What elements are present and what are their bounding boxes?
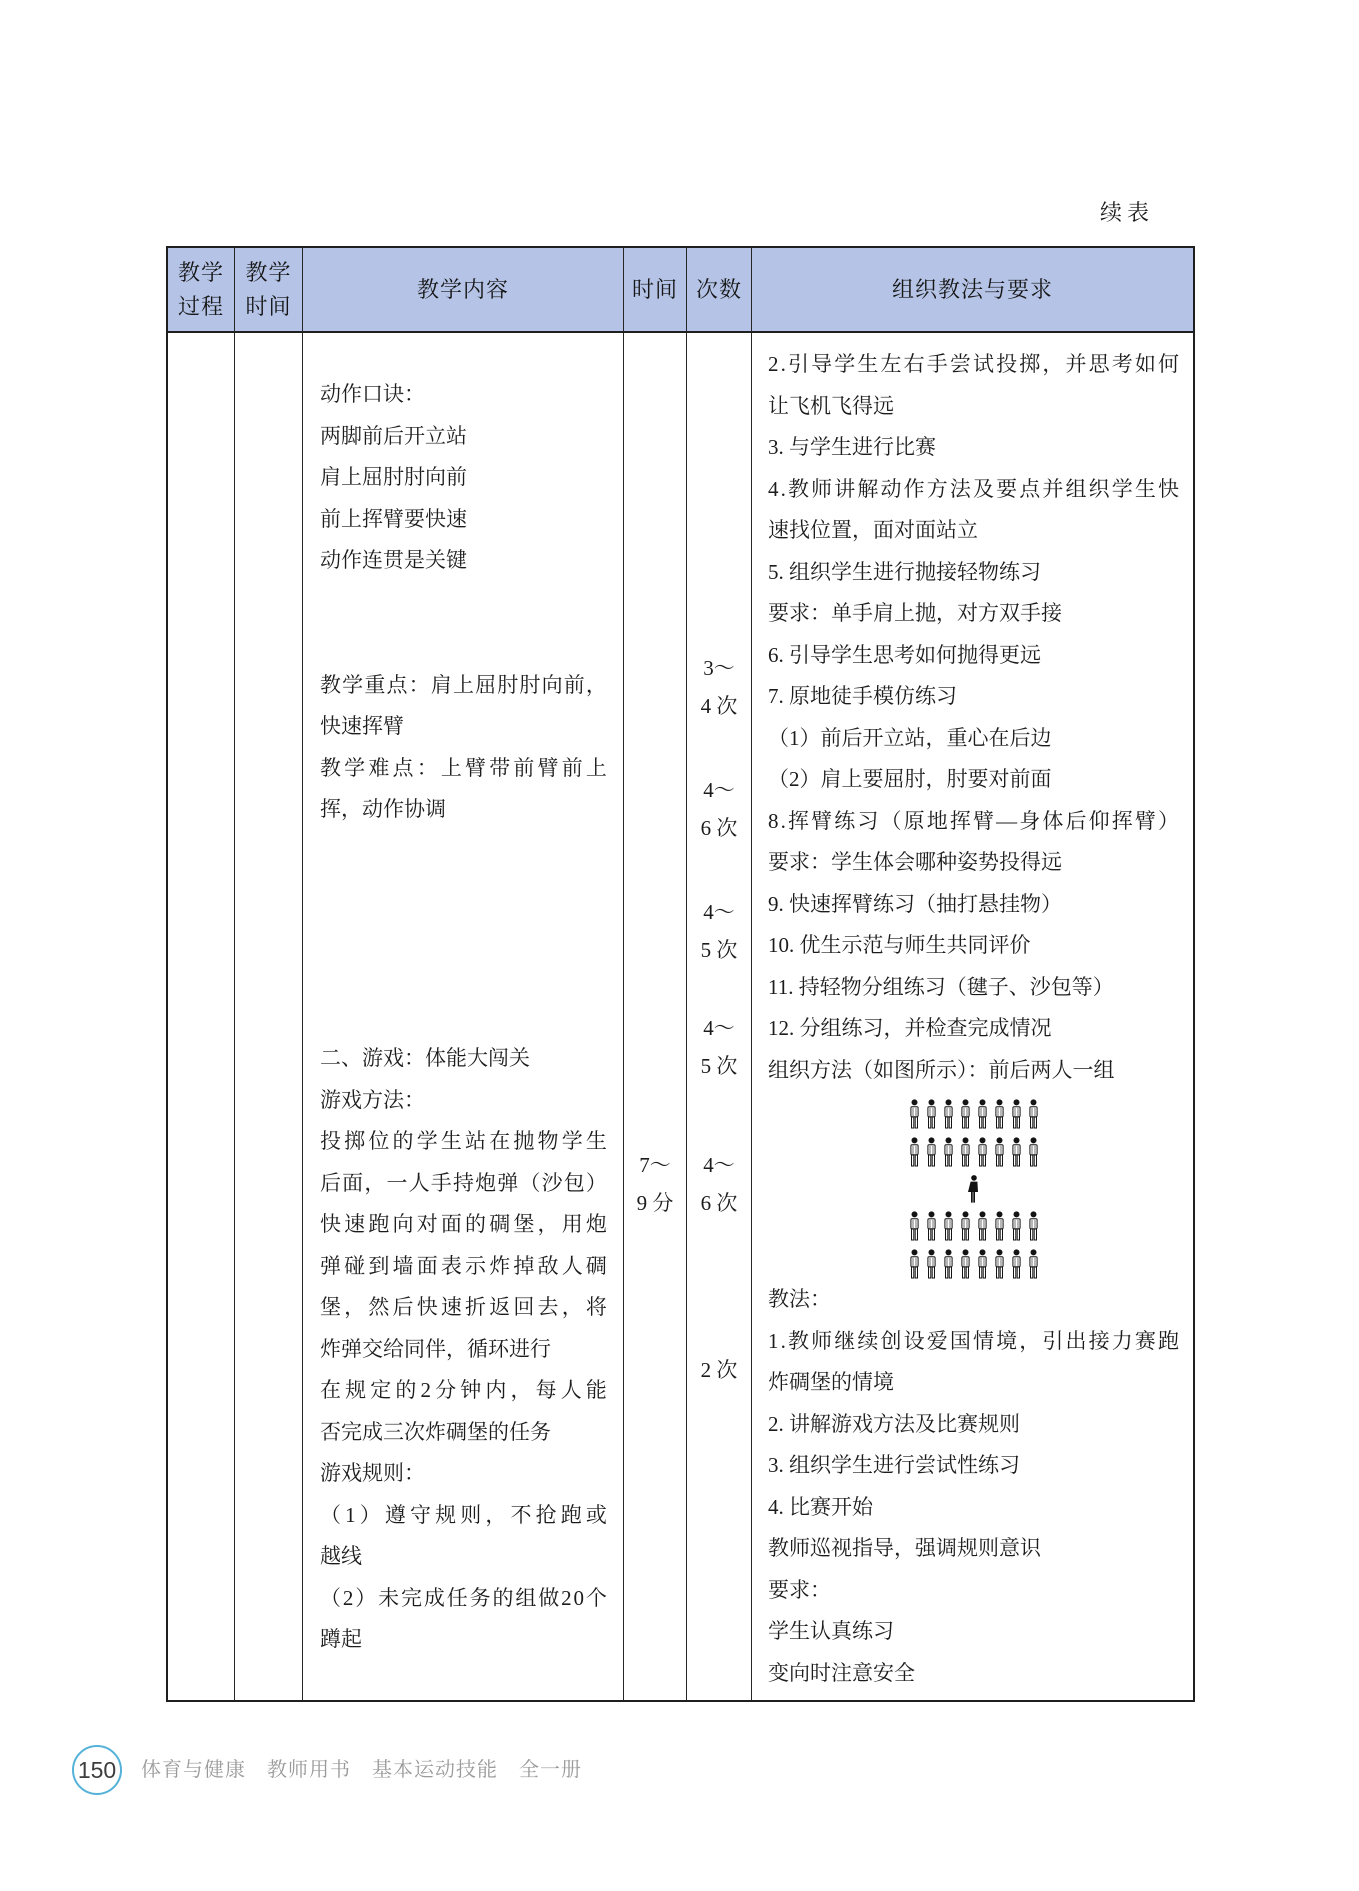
header-cell-reps [687, 248, 752, 331]
text-line: 二、游戏：体能大闯关 [320, 1046, 530, 1070]
continued-table-label: 续表 [1100, 200, 1155, 225]
cell-process-empty [168, 333, 235, 1700]
text-line: 肩上屈肘肘向前 [320, 465, 467, 489]
text-line [320, 914, 607, 956]
teacher-row [967, 1175, 981, 1203]
student-icon [925, 1099, 938, 1135]
table-body-row [168, 333, 1193, 1700]
text-line: 游戏方法： [320, 1087, 425, 1112]
student-icon [942, 1249, 955, 1285]
text-line: 学生认真练习 [768, 1619, 894, 1643]
text-line: （ 2 ） 未 完 成 任 务 的 组 做 2 0 个 [320, 1585, 607, 1610]
number-line: 4～ [703, 1153, 735, 1177]
student-icon [942, 1099, 955, 1135]
student-icon [976, 1137, 989, 1173]
text-line: 蹲起 [320, 1627, 362, 1651]
text-line: 挥，动作协调 [320, 797, 446, 821]
text-line: 教 学 难 点 ： 上 臂 带 前 臂 前 上 [320, 755, 607, 780]
text-line: 速找位置，面对面站立 [768, 518, 978, 542]
text-line: 3. 组织学生进行尝试性练习 [768, 1453, 1020, 1477]
text-line: （2）肩上要屈肘，肘要对前面 [768, 767, 1052, 791]
student-icon [1010, 1249, 1023, 1285]
header-text: 过程 [177, 293, 224, 319]
text-line: 教法： [768, 1287, 831, 1311]
student-icon [993, 1211, 1006, 1247]
number-line: 9 分 [636, 1191, 674, 1215]
student-row [908, 1249, 1040, 1279]
text-line: 弹 碰 到 墙 面 表 示 炸 掉 敌 人 碉 [320, 1253, 607, 1278]
student-icon [976, 1249, 989, 1285]
student-icon [1027, 1211, 1040, 1247]
student-icon [1010, 1211, 1023, 1247]
text-line: 后 面 ， 一 人 手 持 炮 弹 （ 沙 包 ） [320, 1170, 607, 1195]
header-cell-process [168, 248, 235, 331]
student-icon [959, 1099, 972, 1135]
text-line: 2. 讲解游戏方法及比赛规则 [768, 1411, 1020, 1436]
text-line: 9. 快速挥臂练习（抽打悬挂物） [768, 891, 1062, 916]
text-line: 要求：单手肩上抛，对方双手接 [768, 601, 1062, 625]
text-line: 堡 ， 然 后 快 速 折 返 回 去 ， 将 [320, 1295, 607, 1319]
number-line: 2 次 [700, 1358, 738, 1382]
student-icon [976, 1211, 989, 1247]
text-line: 快速挥臂 [320, 714, 404, 738]
header-text: 教学 [177, 259, 224, 285]
student-icon [925, 1211, 938, 1247]
student-icon [993, 1137, 1006, 1173]
number-line: 5 次 [700, 1054, 738, 1078]
text-line: 否完成三次炸碉堡的任务 [320, 1419, 551, 1444]
text-line: 4. 比赛开始 [768, 1494, 873, 1519]
text-line: 8 . 挥 臂 练 习 （ 原 地 挥 臂 — 身 体 后 仰 挥 臂 ） [768, 808, 1179, 833]
formation-diagram [768, 1091, 1179, 1279]
student-row [908, 1137, 1040, 1167]
text-line: 两脚前后开立站 [320, 423, 467, 448]
text-line: 教师巡视指导，强调规则意识 [768, 1536, 1041, 1560]
text-line: 要求： [768, 1577, 831, 1602]
cell-time-empty [235, 333, 303, 1700]
number-line: 3～ [703, 656, 735, 680]
text-line [320, 831, 607, 873]
student-icon [1027, 1099, 1040, 1135]
footer-book-title: 体育与健康 教师用书 基本运动技能 全一册 [141, 1759, 582, 1781]
number-line: 5 次 [700, 938, 738, 962]
header-cell-method [752, 248, 1193, 331]
student-icon [908, 1099, 921, 1135]
student-icon [993, 1249, 1006, 1285]
header-text: 时间 [245, 293, 292, 319]
text-line: 5. 组织学生进行抛接轻物练习 [768, 559, 1041, 584]
text-line: 11. 持轻物分组练习（毽子、沙包等） [768, 974, 1114, 999]
text-line: 3. 与学生进行比赛 [768, 435, 936, 459]
text-line: 1 . 教 师 继 续 创 设 爱 国 情 境 ， 引 出 接 力 赛 跑 [768, 1328, 1179, 1353]
text-line: 动作连贯是关键 [320, 548, 467, 572]
text-line: 越线 [320, 1544, 362, 1568]
text-line: 在 规 定 的 2 分 钟 内 ， 每 人 能 [320, 1378, 607, 1402]
text-line: 12. 分组练习，并检查完成情况 [768, 1016, 1052, 1040]
student-icon [908, 1249, 921, 1285]
header-text: 时间 [631, 276, 678, 302]
cell-reps [687, 333, 752, 1700]
student-icon [942, 1137, 955, 1173]
text-line: 快 速 跑 向 对 面 的 碉 堡 ， 用 炮 [320, 1212, 607, 1236]
text-line: 要求：学生体会哪种姿势投得远 [768, 850, 1062, 874]
student-icon [959, 1249, 972, 1285]
cell-teaching-content [303, 333, 624, 1700]
text-line: 7. 原地徒手模仿练习 [768, 684, 957, 708]
page-number: 150 [77, 1756, 117, 1783]
table-header-row [168, 248, 1193, 333]
student-row [908, 1099, 1040, 1129]
number-line: 6 次 [700, 1191, 738, 1215]
text-line: （ 1 ） 遵 守 规 则 ， 不 抢 跑 或 [320, 1502, 607, 1527]
number-line: 4～ [703, 1016, 735, 1040]
student-icon [959, 1211, 972, 1247]
text-line: 6. 引导学生思考如何抛得更远 [768, 642, 1041, 667]
text-line [320, 582, 607, 624]
header-cell-duration [624, 248, 687, 331]
text-line: 炸碉堡的情境 [768, 1370, 894, 1394]
text-line [320, 872, 607, 914]
text-line: 投 掷 位 的 学 生 站 在 抛 物 学 生 [320, 1129, 607, 1153]
text-line: 炸弹交给同伴，循环进行 [320, 1336, 551, 1361]
student-icon [1027, 1137, 1040, 1173]
text-line: 游戏规则： [320, 1461, 425, 1485]
number-line: 4～ [703, 900, 735, 924]
student-icon [925, 1249, 938, 1285]
student-icon [993, 1099, 1006, 1135]
text-line: （1）前后开立站，重心在后边 [768, 725, 1052, 750]
header-text: 教学 [245, 259, 292, 285]
text-line: 教 学 重 点 ： 肩 上 屈 肘 肘 向 前 ， [320, 672, 607, 697]
cell-duration [624, 333, 687, 1700]
student-icon [1010, 1099, 1023, 1135]
student-icon [925, 1137, 938, 1173]
student-icon [976, 1099, 989, 1135]
teacher-icon [967, 1175, 981, 1209]
student-icon [959, 1137, 972, 1173]
header-cell-time [235, 248, 303, 331]
number-line: 7～ [639, 1153, 671, 1177]
number-line: 4～ [703, 778, 735, 802]
text-line [320, 997, 607, 1039]
student-icon [942, 1211, 955, 1247]
cell-organization-method [752, 333, 1193, 1700]
student-row [908, 1211, 1040, 1241]
text-line: 组织方法（如图所示）：前后两人一组 [768, 1057, 1115, 1082]
number-line: 4 次 [700, 694, 738, 718]
text-line: 10. 优生示范与师生共同评价 [768, 933, 1031, 957]
header-cell-content [303, 248, 624, 331]
number-line: 6 次 [700, 816, 738, 840]
student-icon [908, 1211, 921, 1247]
text-line: 动作口诀： [320, 382, 425, 406]
text-line: 2 . 引 导 学 生 左 右 手 尝 试 投 掷 ， 并 思 考 如 何 [768, 352, 1179, 376]
student-icon [1027, 1249, 1040, 1285]
text-line: 4 . 教 师 讲 解 动 作 方 法 及 要 点 并 组 织 学 生 快 [768, 476, 1179, 501]
text-line [320, 623, 607, 665]
text-line [320, 955, 607, 997]
header-text: 组织教法与要求 [891, 276, 1053, 302]
student-icon [908, 1137, 921, 1173]
student-icon [1010, 1137, 1023, 1173]
text-line: 前上挥臂要快速 [320, 506, 467, 531]
teaching-plan-table [166, 246, 1195, 1702]
text-line: 变向时注意安全 [768, 1660, 915, 1685]
header-text: 次数 [695, 276, 742, 302]
text-line: 让飞机飞得远 [768, 393, 894, 418]
page-number-badge [72, 1745, 122, 1795]
header-text: 教学内容 [416, 276, 509, 302]
